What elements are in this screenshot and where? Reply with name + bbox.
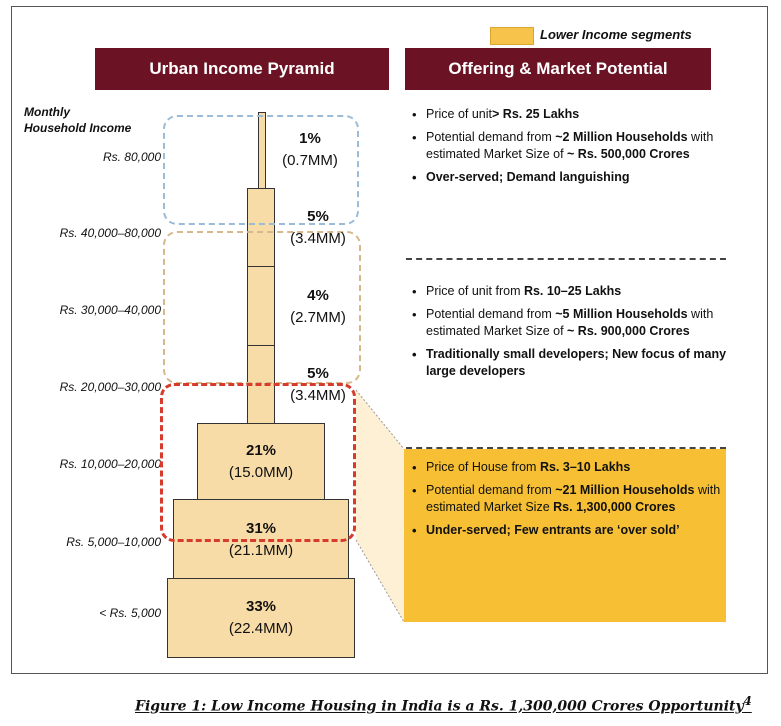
tier-percent: 31% (245, 520, 277, 537)
caption-text: Figure 1: Low Income Housing in India is a Rs. 1,300,000 Crores Opportunity (135, 698, 744, 715)
connector-fill (356, 390, 404, 622)
bullet-bold: ~2 Million Households (555, 130, 688, 144)
header-urban-income-pyramid: Urban Income Pyramid (95, 48, 389, 90)
tier-households: (3.4MM) (290, 230, 346, 247)
tier-percent: 5% (307, 208, 329, 225)
bullet-demand (412, 129, 736, 163)
bullet-text: Price of unit from (426, 284, 524, 298)
bullet-demand (412, 306, 736, 340)
middle-segment-bullets (412, 283, 736, 386)
tier-percent: 1% (299, 130, 321, 147)
segment-separator (406, 258, 726, 260)
axis-title-line2: Household Income (24, 121, 132, 135)
income-level-label: Rs. 5,000–10,000 (66, 535, 161, 549)
bullet-bold: ~5 Million Households (555, 307, 688, 321)
bullet-text: Price of House from (426, 460, 540, 474)
bullet-bold: Rs. 10–25 Lakhs (523, 284, 622, 298)
tier-percent: 4% (307, 287, 329, 304)
bullet-demand (412, 482, 736, 516)
bullet-price (412, 283, 736, 300)
tier-percent: 21% (245, 442, 277, 459)
bullet-price (412, 106, 736, 123)
axis-title-line1: Monthly (24, 105, 70, 119)
income-level-label: Rs. 20,000–30,000 (59, 380, 161, 394)
bullet-text: with estimated Market Size (426, 483, 721, 514)
low-segment-bullets (412, 459, 736, 545)
tier-percent: 33% (245, 598, 277, 615)
bullet-text: Potential demand from (426, 307, 556, 321)
figure-caption (135, 694, 752, 715)
bullet-text: Potential demand from (426, 483, 556, 497)
income-level-label: Rs. 10,000–20,000 (59, 457, 161, 471)
bullet-bold: ~21 Million Households (555, 483, 695, 497)
income-level-label: Rs. 30,000–40,000 (59, 303, 161, 317)
header-offering-market-potential: Offering & Market Potential (405, 48, 711, 90)
bullet-bold: Rs. 3–10 Lakhs (539, 460, 631, 474)
income-level-label: < Rs. 5,000 (99, 606, 161, 620)
income-level-label: Rs. 80,000 (102, 150, 161, 164)
bullet-text: Price of unit (426, 107, 493, 121)
income-level-label: Rs. 40,000–80,000 (59, 226, 161, 240)
bullet-text: Potential demand from (426, 130, 556, 144)
bullet-bold: Rs. 1,300,000 Crores (553, 500, 676, 514)
bullet-bold: > Rs. 25 Lakhs (492, 107, 580, 121)
bullet-text: with estimated Market Size of (426, 130, 714, 161)
bullet-status: • Under-served; Few entrants are ‘over sold’ (412, 522, 736, 539)
tier-households: (21.1MM) (228, 542, 294, 559)
bullet-bold: ~ Rs. 900,000 Crores (567, 324, 690, 338)
segment-separator (406, 447, 726, 449)
bullet-price (412, 459, 736, 476)
bullet-bold: ~ Rs. 500,000 Crores (567, 147, 690, 161)
tier-households: (2.7MM) (290, 309, 346, 326)
caption-footnote: 4 (743, 694, 752, 708)
high-segment-bullets (412, 106, 736, 192)
tier-households: (3.4MM) (290, 387, 346, 404)
tier-households: (0.7MM) (282, 152, 338, 169)
tier-households: (15.0MM) (228, 464, 294, 481)
tier-households: (22.4MM) (228, 620, 294, 637)
tier-percent: 5% (307, 365, 329, 382)
bullet-status: • Traditionally small developers; New focus of many large developers (412, 346, 736, 380)
bullet-text: with estimated Market Size of (426, 307, 714, 338)
legend-label: Lower Income segments (540, 27, 692, 42)
bullet-status: • Over-served; Demand languishing (412, 169, 736, 186)
